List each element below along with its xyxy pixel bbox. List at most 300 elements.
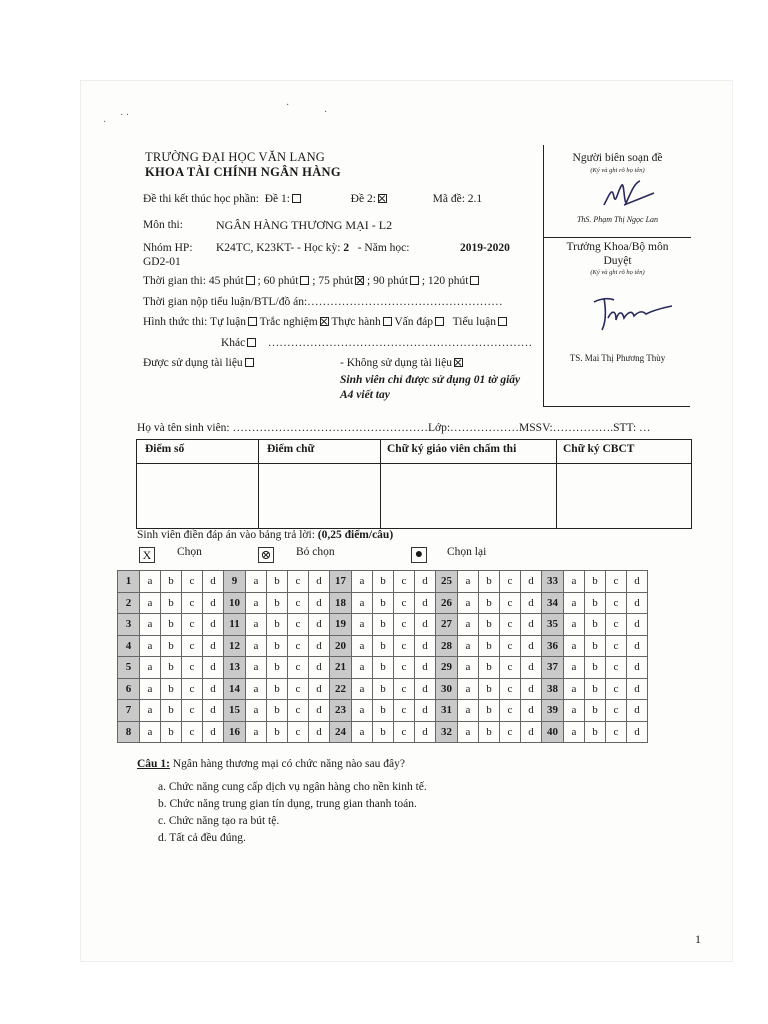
answer-option-c[interactable]: c <box>182 678 203 700</box>
answer-option-a[interactable]: a <box>564 721 585 743</box>
answer-option-c[interactable]: c <box>500 700 521 722</box>
question-number-cell: 39 <box>542 700 564 722</box>
question-number-cell: 4 <box>118 635 140 657</box>
answer-option-d[interactable]: d <box>627 700 648 722</box>
answer-option-a[interactable]: a <box>458 721 479 743</box>
legend-select-box: X <box>139 547 155 563</box>
answer-row <box>118 635 648 657</box>
exam-code: Mã đề: 2.1 <box>432 193 483 205</box>
answer-option-a[interactable]: a <box>140 635 161 657</box>
de2-checkbox[interactable] <box>378 194 387 203</box>
duration-120-checkbox[interactable] <box>470 276 479 285</box>
legend-deselect-label: Bỏ chọn <box>296 546 335 558</box>
answer-option-c[interactable]: c <box>394 700 415 722</box>
question-number-cell: 11 <box>224 614 246 636</box>
answer-option-b[interactable]: b <box>267 721 288 743</box>
other-checkbox[interactable] <box>247 338 256 347</box>
answer-option-c[interactable]: c <box>500 678 521 700</box>
instructions-text: Sinh viên điền đáp án vào bảng trả lời: <box>137 529 315 541</box>
other-line <box>221 337 532 349</box>
question-number-cell: 12 <box>224 635 246 657</box>
answer-option-b[interactable]: b <box>267 657 288 679</box>
format-essay: Tự luận <box>210 316 246 328</box>
answer-option-d[interactable]: d <box>627 721 648 743</box>
answer-option-c[interactable]: c <box>182 571 203 593</box>
de1-label: Đề 1: <box>264 193 290 205</box>
answer-option-d[interactable]: d <box>627 614 648 636</box>
format-mcq-checkbox[interactable] <box>320 317 329 326</box>
answer-row <box>118 721 648 743</box>
format-essay-checkbox[interactable] <box>248 317 257 326</box>
answer-option-a[interactable]: a <box>458 592 479 614</box>
question-number-cell: 1 <box>118 571 140 593</box>
question-number-cell: 3 <box>118 614 140 636</box>
question-1 <box>137 758 405 770</box>
answer-option-d[interactable]: d <box>627 571 648 593</box>
duration-60-checkbox[interactable] <box>300 276 309 285</box>
answer-option-c[interactable]: c <box>288 657 309 679</box>
answer-option-c[interactable]: c <box>288 592 309 614</box>
author-name: ThS. Phạm Thị Ngọc Lan <box>576 215 659 224</box>
answer-option-c[interactable]: c <box>394 614 415 636</box>
answer-option-c[interactable]: c <box>606 571 627 593</box>
answer-option-a[interactable]: a <box>246 592 267 614</box>
question-1-label: Câu 1: <box>137 758 170 770</box>
answer-option-d[interactable]: d <box>627 635 648 657</box>
answer-option-b[interactable]: b <box>161 571 182 593</box>
answer-option-d[interactable]: d <box>415 635 436 657</box>
answer-option-a[interactable]: a <box>352 678 373 700</box>
answer-option-a[interactable]: a <box>564 700 585 722</box>
answer-option-d[interactable]: d <box>415 571 436 593</box>
answer-option-a[interactable]: a <box>458 635 479 657</box>
answer-option-b[interactable]: b <box>479 657 500 679</box>
answer-option-a[interactable]: a <box>458 571 479 593</box>
answer-option-a[interactable]: a <box>352 635 373 657</box>
answer-option-d[interactable]: d <box>415 614 436 636</box>
student-info-line: Họ và tên sinh viên: ……………………………………………Lớp:………………MSSV:…………….STT: … <box>137 422 651 434</box>
question-number-cell: 17 <box>330 571 352 593</box>
answer-option-a[interactable]: a <box>140 571 161 593</box>
answer-option-b[interactable]: b <box>585 657 606 679</box>
answer-option-d[interactable]: d <box>203 657 224 679</box>
question-1-text: Ngân hàng thương mại có chức năng nào sau đây? <box>172 758 405 770</box>
answer-option-d[interactable]: d <box>415 592 436 614</box>
materials-note-2: A4 viết tay <box>340 389 390 401</box>
answer-option-d[interactable]: d <box>309 700 330 722</box>
materials-not-allowed-label: - Không sử dụng tài liệu <box>340 357 452 369</box>
answer-option-d[interactable]: d <box>415 700 436 722</box>
answer-option-a[interactable]: a <box>246 657 267 679</box>
answer-option-c[interactable]: c <box>182 657 203 679</box>
duration-75-checkbox[interactable] <box>355 276 364 285</box>
answer-option-c[interactable]: c <box>288 571 309 593</box>
answer-option-a[interactable]: a <box>564 571 585 593</box>
answer-option-b[interactable]: b <box>585 571 606 593</box>
answer-option-b[interactable]: b <box>267 614 288 636</box>
answer-option-c[interactable]: c <box>394 635 415 657</box>
answer-option-a[interactable]: a <box>246 700 267 722</box>
answer-option-b[interactable]: b <box>373 592 394 614</box>
answer-option-b[interactable]: b <box>585 700 606 722</box>
answer-option-a[interactable]: a <box>352 700 373 722</box>
answer-option-b[interactable]: b <box>161 700 182 722</box>
other-label: Khác <box>221 337 246 349</box>
answer-option-a[interactable]: a <box>246 721 267 743</box>
answer-option-b[interactable]: b <box>479 614 500 636</box>
question-number-cell: 7 <box>118 700 140 722</box>
group-value: K24TC, K23KT- - Học kỳ: <box>216 242 341 254</box>
answer-option-b[interactable]: b <box>161 678 182 700</box>
question-number-cell: 28 <box>436 635 458 657</box>
question-number-cell: 2 <box>118 592 140 614</box>
format-label: Hình thức thi: <box>143 316 208 328</box>
answer-option-b[interactable]: b <box>267 678 288 700</box>
school-name: TRƯỜNG ĐẠI HỌC VĂN LANG <box>145 150 326 164</box>
answer-option-a[interactable]: a <box>352 614 373 636</box>
answer-option-b[interactable]: b <box>161 657 182 679</box>
grading-header-grader-signature: Chữ ký giáo viên chấm thi <box>387 443 517 455</box>
answer-option-a[interactable]: a <box>246 678 267 700</box>
answer-option-d[interactable]: d <box>309 592 330 614</box>
answer-option-c[interactable]: c <box>606 657 627 679</box>
legend-reselect-label: Chọn lại <box>447 546 487 558</box>
duration-90-checkbox[interactable] <box>410 276 419 285</box>
answer-option-c[interactable]: c <box>394 571 415 593</box>
question-number-cell: 36 <box>542 635 564 657</box>
answer-option-b[interactable]: b <box>585 678 606 700</box>
answer-option-a[interactable]: a <box>246 635 267 657</box>
answer-option-b[interactable]: b <box>585 721 606 743</box>
answer-option-a[interactable]: a <box>246 614 267 636</box>
answer-option-a[interactable]: a <box>352 571 373 593</box>
answer-option-c[interactable]: c <box>606 721 627 743</box>
answer-option-c[interactable]: c <box>394 592 415 614</box>
de2-label: Đề 2: <box>350 193 376 205</box>
answer-option-c[interactable]: c <box>500 571 521 593</box>
answer-option-c[interactable]: c <box>394 657 415 679</box>
answer-option-b[interactable]: b <box>373 721 394 743</box>
legend-deselect-box: ⊗ <box>258 547 274 563</box>
answer-option-c[interactable]: c <box>288 614 309 636</box>
question-number-cell: 25 <box>436 571 458 593</box>
answer-option-b[interactable]: b <box>479 592 500 614</box>
answer-option-b[interactable]: b <box>479 700 500 722</box>
question-number-cell: 22 <box>330 678 352 700</box>
answer-option-b[interactable]: b <box>479 721 500 743</box>
duration-line <box>143 275 479 287</box>
answer-option-d[interactable]: d <box>309 657 330 679</box>
answer-option-b[interactable]: b <box>267 571 288 593</box>
answer-option-d[interactable]: d <box>203 721 224 743</box>
answer-option-d[interactable]: d <box>309 635 330 657</box>
format-practice-checkbox[interactable] <box>383 317 392 326</box>
grading-col-divider <box>556 440 557 528</box>
answer-option-c[interactable]: c <box>182 700 203 722</box>
answer-option-d[interactable]: d <box>521 657 542 679</box>
question-number-cell: 15 <box>224 700 246 722</box>
duration-120: ; 120 phút <box>421 275 469 287</box>
year-label: - Năm học: <box>357 242 410 254</box>
answer-option-b[interactable]: b <box>161 721 182 743</box>
answer-grid <box>117 570 648 743</box>
question-number-cell: 34 <box>542 592 564 614</box>
answer-option-d[interactable]: d <box>521 700 542 722</box>
answer-option-c[interactable]: c <box>606 700 627 722</box>
answer-option-d[interactable]: d <box>203 700 224 722</box>
answer-option-a[interactable]: a <box>564 678 585 700</box>
year-value: 2019-2020 <box>460 242 510 254</box>
answer-option-d[interactable]: d <box>627 592 648 614</box>
author-sub: (Ký và ghi rõ họ tên) <box>590 167 645 174</box>
answer-option-a[interactable]: a <box>352 721 373 743</box>
grading-header-rule <box>137 463 691 464</box>
exam-type-line <box>143 193 482 205</box>
answer-option-a[interactable]: a <box>140 614 161 636</box>
grading-col-divider <box>258 440 259 528</box>
answer-option-c[interactable]: c <box>606 614 627 636</box>
answer-option-c[interactable]: c <box>500 592 521 614</box>
answer-option-c[interactable]: c <box>182 614 203 636</box>
scan-speck: · <box>286 100 290 111</box>
answer-option-d[interactable]: d <box>627 657 648 679</box>
question-number-cell: 9 <box>224 571 246 593</box>
answer-option-b[interactable]: b <box>373 678 394 700</box>
dean-title-2: Duyệt <box>603 255 632 267</box>
question-1-option-a: a. Chức năng cung cấp dịch vụ ngân hàng cho nền kinh tế. <box>158 781 427 793</box>
question-number-cell: 14 <box>224 678 246 700</box>
answer-option-d[interactable]: d <box>521 571 542 593</box>
answer-option-a[interactable]: a <box>564 635 585 657</box>
answer-option-b[interactable]: b <box>373 635 394 657</box>
answer-row <box>118 657 648 679</box>
dean-name: TS. Mai Thị Phương Thùy <box>569 353 666 363</box>
answer-option-d[interactable]: d <box>203 571 224 593</box>
answer-option-c[interactable]: c <box>288 721 309 743</box>
answer-option-d[interactable]: d <box>309 614 330 636</box>
answer-option-a[interactable]: a <box>140 678 161 700</box>
grading-col-divider <box>380 440 381 528</box>
question-number-cell: 20 <box>330 635 352 657</box>
answer-option-d[interactable]: d <box>521 678 542 700</box>
duration-45: 45 phút <box>208 275 244 287</box>
duration-60: ; 60 phút <box>257 275 299 287</box>
answer-option-c[interactable]: c <box>500 721 521 743</box>
materials-not-allowed-checkbox[interactable] <box>454 358 463 367</box>
question-number-cell: 38 <box>542 678 564 700</box>
answer-option-d[interactable]: d <box>309 721 330 743</box>
answer-option-c[interactable]: c <box>394 678 415 700</box>
answer-option-d[interactable]: d <box>203 678 224 700</box>
signature-box <box>543 145 690 407</box>
duration-label: Thời gian thi: <box>143 275 206 287</box>
answer-option-a[interactable]: a <box>140 657 161 679</box>
question-number-cell: 23 <box>330 700 352 722</box>
answer-option-b[interactable]: b <box>585 635 606 657</box>
materials-allowed-label: Được sử dụng tài liệu <box>143 357 243 369</box>
subject-value: NGÂN HÀNG THƯƠNG MẠI - L2 <box>216 218 393 232</box>
group-value-2: GD2-01 <box>143 256 181 268</box>
answer-option-d[interactable]: d <box>203 592 224 614</box>
answer-option-d[interactable]: d <box>627 678 648 700</box>
author-signature-icon <box>596 175 656 215</box>
answer-row <box>118 592 648 614</box>
answer-option-d[interactable]: d <box>309 571 330 593</box>
scan-speck: · <box>324 107 328 118</box>
scan-speck: · <box>103 117 107 128</box>
exam-type-label: Đề thi kết thúc học phần: <box>143 193 259 205</box>
answer-option-b[interactable]: b <box>585 592 606 614</box>
question-number-cell: 21 <box>330 657 352 679</box>
other-dots: …………………………………………………………… <box>267 337 533 349</box>
question-number-cell: 18 <box>330 592 352 614</box>
answer-option-b[interactable]: b <box>267 592 288 614</box>
question-number-cell: 33 <box>542 571 564 593</box>
answer-option-b[interactable]: b <box>373 657 394 679</box>
dean-sub: (Ký và ghi rõ họ tên) <box>590 269 645 276</box>
deadline-line: Thời gian nộp tiểu luận/BTL/đồ án:…………………………………………… <box>143 296 503 308</box>
de1-checkbox[interactable] <box>292 194 301 203</box>
question-number-cell: 24 <box>330 721 352 743</box>
answer-option-b[interactable]: b <box>161 614 182 636</box>
subject-line <box>143 219 183 231</box>
answer-option-a[interactable]: a <box>352 592 373 614</box>
answer-option-b[interactable]: b <box>267 700 288 722</box>
format-mcq: Trắc nghiệm <box>259 316 318 328</box>
answer-option-a[interactable]: a <box>564 657 585 679</box>
materials-not-allowed <box>340 357 463 369</box>
answer-option-a[interactable]: a <box>140 721 161 743</box>
answer-option-a[interactable]: a <box>458 678 479 700</box>
question-number-cell: 10 <box>224 592 246 614</box>
answer-option-c[interactable]: c <box>500 657 521 679</box>
materials-allowed-checkbox[interactable] <box>245 358 254 367</box>
question-number-cell: 32 <box>436 721 458 743</box>
answer-option-a[interactable]: a <box>352 657 373 679</box>
answer-option-c[interactable]: c <box>288 678 309 700</box>
answer-option-b[interactable]: b <box>373 614 394 636</box>
question-1-option-b: b. Chức năng trung gian tín dụng, trung gian thanh toán. <box>158 798 417 810</box>
question-1-option-c: c. Chức năng tạo ra bút tệ. <box>158 815 280 827</box>
answer-option-c[interactable]: c <box>288 700 309 722</box>
answer-option-b[interactable]: b <box>479 635 500 657</box>
question-number-cell: 13 <box>224 657 246 679</box>
answer-option-c[interactable]: c <box>182 721 203 743</box>
question-number-cell: 40 <box>542 721 564 743</box>
answer-option-c[interactable]: c <box>606 678 627 700</box>
answer-option-d[interactable]: d <box>415 657 436 679</box>
answer-option-c[interactable]: c <box>182 635 203 657</box>
answer-option-d[interactable]: d <box>309 678 330 700</box>
answer-option-b[interactable]: b <box>267 635 288 657</box>
question-number-cell: 5 <box>118 657 140 679</box>
materials-allowed <box>143 357 254 369</box>
question-number-cell: 29 <box>436 657 458 679</box>
faculty-name: KHOA TÀI CHÍNH NGÂN HÀNG <box>145 165 341 179</box>
legend-select-label: Chọn <box>177 546 202 558</box>
dean-title: Trưởng Khoa/Bộ môn <box>566 241 669 253</box>
page-number: 1 <box>695 932 701 946</box>
answer-option-d[interactable]: d <box>521 635 542 657</box>
answer-option-c[interactable]: c <box>500 614 521 636</box>
answer-option-a[interactable]: a <box>564 614 585 636</box>
format-report-checkbox[interactable] <box>498 317 507 326</box>
group-line <box>216 242 409 254</box>
answer-option-b[interactable]: b <box>373 700 394 722</box>
answer-option-d[interactable]: d <box>415 721 436 743</box>
answer-option-a[interactable]: a <box>246 571 267 593</box>
answer-option-d[interactable]: d <box>203 614 224 636</box>
answer-option-a[interactable]: a <box>140 592 161 614</box>
instructions-points: (0,25 điểm/câu) <box>317 529 394 541</box>
answer-option-d[interactable]: d <box>521 614 542 636</box>
answer-option-b[interactable]: b <box>161 592 182 614</box>
answer-option-d[interactable]: d <box>415 678 436 700</box>
question-number-cell: 30 <box>436 678 458 700</box>
answer-option-a[interactable]: a <box>140 700 161 722</box>
question-number-cell: 27 <box>436 614 458 636</box>
answer-option-c[interactable]: c <box>288 635 309 657</box>
duration-75: ; 75 phút <box>312 275 354 287</box>
question-number-cell: 6 <box>118 678 140 700</box>
answer-option-c[interactable]: c <box>182 592 203 614</box>
answer-option-c[interactable]: c <box>606 592 627 614</box>
grading-table <box>136 439 692 529</box>
dean-signature-icon <box>588 288 678 338</box>
legend-reselect-box: ● <box>411 547 427 563</box>
group-label: Nhóm HP: <box>143 242 193 254</box>
answer-option-c[interactable]: c <box>606 635 627 657</box>
answer-option-b[interactable]: b <box>585 614 606 636</box>
answer-option-b[interactable]: b <box>479 571 500 593</box>
answer-option-d[interactable]: d <box>203 635 224 657</box>
question-number-cell: 37 <box>542 657 564 679</box>
question-number-cell: 19 <box>330 614 352 636</box>
answer-option-a[interactable]: a <box>564 592 585 614</box>
grading-header-proctor-signature: Chữ ký CBCT <box>563 443 635 455</box>
question-number-cell: 31 <box>436 700 458 722</box>
materials-note-1: Sinh viên chỉ được sử dụng 01 tờ giấy <box>340 374 521 386</box>
semester-value: 2 <box>343 242 350 254</box>
answer-row <box>118 678 648 700</box>
answer-option-a[interactable]: a <box>458 700 479 722</box>
question-number-cell: 8 <box>118 721 140 743</box>
author-title: Người biên soạn đề <box>572 152 663 164</box>
question-number-cell: 35 <box>542 614 564 636</box>
answer-option-c[interactable]: c <box>500 635 521 657</box>
scan-speck: · · <box>120 110 130 121</box>
answer-option-b[interactable]: b <box>479 678 500 700</box>
format-line <box>143 316 507 328</box>
exam-header <box>145 150 341 180</box>
answer-row <box>118 614 648 636</box>
answer-option-b[interactable]: b <box>373 571 394 593</box>
duration-45-checkbox[interactable] <box>246 276 255 285</box>
answer-option-c[interactable]: c <box>394 721 415 743</box>
subject-label: Môn thi: <box>143 219 183 231</box>
answer-row <box>118 700 648 722</box>
question-number-cell: 26 <box>436 592 458 614</box>
answer-option-d[interactable]: d <box>521 721 542 743</box>
answer-option-b[interactable]: b <box>161 635 182 657</box>
question-1-option-d: d. Tất cả đều đúng. <box>158 832 246 844</box>
answer-option-a[interactable]: a <box>458 614 479 636</box>
grading-header-score-words: Điểm chữ <box>267 443 315 455</box>
answer-option-d[interactable]: d <box>521 592 542 614</box>
format-report: Tiểu luận <box>452 316 496 328</box>
answer-option-a[interactable]: a <box>458 657 479 679</box>
format-oral-checkbox[interactable] <box>435 317 444 326</box>
